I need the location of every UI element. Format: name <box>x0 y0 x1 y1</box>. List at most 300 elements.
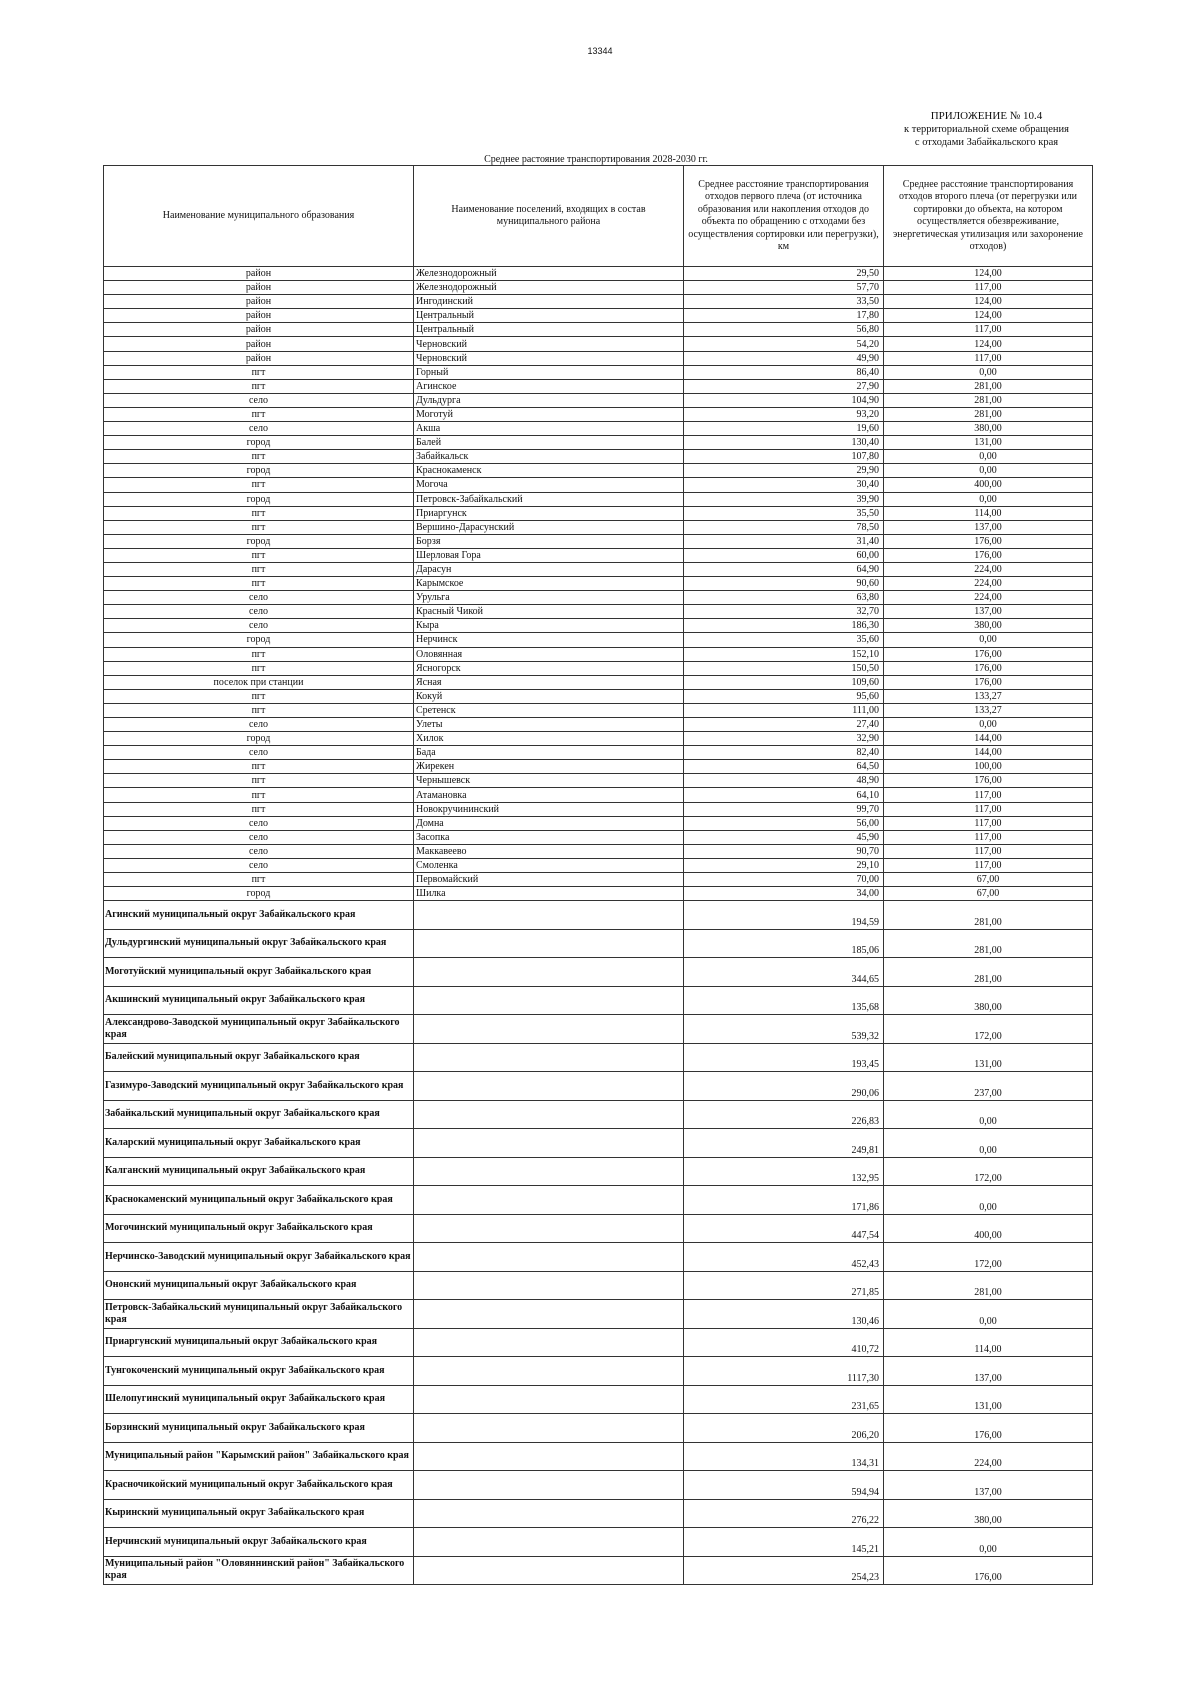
table-row <box>104 858 1093 872</box>
district-name: Краснокаменский муниципальный округ Забайкальского края <box>104 1186 414 1215</box>
settlement-empty <box>414 1129 684 1158</box>
second-leg-distance: 237,00 <box>884 1072 1093 1101</box>
settlement-type: село <box>104 718 414 732</box>
second-leg-distance: 224,00 <box>884 577 1093 591</box>
settlement-empty <box>414 1043 684 1072</box>
table-row <box>104 986 1093 1015</box>
settlement-type: пгт <box>104 577 414 591</box>
settlement-type: село <box>104 619 414 633</box>
table-row <box>104 492 1093 506</box>
table-row <box>104 464 1093 478</box>
settlement-type: город <box>104 464 414 478</box>
table-row <box>104 1328 1093 1357</box>
second-leg-distance: 172,00 <box>884 1243 1093 1272</box>
second-leg-distance: 100,00 <box>884 760 1093 774</box>
first-leg-distance: 29,50 <box>684 267 884 281</box>
first-leg-distance: 29,10 <box>684 858 884 872</box>
second-leg-distance: 281,00 <box>884 379 1093 393</box>
second-leg-distance: 224,00 <box>884 591 1093 605</box>
second-leg-distance: 176,00 <box>884 534 1093 548</box>
table-row <box>104 816 1093 830</box>
header-second-leg: Среднее расстояние транспортирования отходов второго плеча (от перегрузки или сортировки до объекта, на котором осуществляется обезвреживание, энергетическая утилизация или захоронение отходов) <box>884 166 1093 267</box>
settlement-type: район <box>104 281 414 295</box>
settlement-empty <box>414 1385 684 1414</box>
table-row <box>104 1129 1093 1158</box>
table-row <box>104 393 1093 407</box>
table-row <box>104 1157 1093 1186</box>
settlement-name: Новокручининский <box>414 802 684 816</box>
header-settlements: Наименование поселений, входящих в состав муниципального района <box>414 166 684 267</box>
first-leg-distance: 27,40 <box>684 718 884 732</box>
first-leg-distance: 29,90 <box>684 464 884 478</box>
second-leg-distance: 131,00 <box>884 436 1093 450</box>
settlement-name: Сретенск <box>414 703 684 717</box>
settlement-name: Первомайский <box>414 873 684 887</box>
settlement-name: Центральный <box>414 309 684 323</box>
settlement-empty <box>414 1015 684 1044</box>
district-name: Приаргунский муниципальный округ Забайкальского края <box>104 1328 414 1357</box>
first-leg-distance: 276,22 <box>684 1499 884 1528</box>
second-leg-distance: 133,27 <box>884 689 1093 703</box>
first-leg-distance: 539,32 <box>684 1015 884 1044</box>
table-row <box>104 844 1093 858</box>
district-name: Шелопугинский муниципальный округ Забайкальского края <box>104 1385 414 1414</box>
first-leg-distance: 186,30 <box>684 619 884 633</box>
second-leg-distance: 124,00 <box>884 309 1093 323</box>
second-leg-distance: 172,00 <box>884 1015 1093 1044</box>
table-row <box>104 901 1093 930</box>
settlement-empty <box>414 1528 684 1557</box>
settlement-name: Атамановка <box>414 788 684 802</box>
settlement-type: пгт <box>104 703 414 717</box>
table-caption: Среднее растояние транспортирования 2028-2030 гг. <box>484 154 708 165</box>
second-leg-distance: 124,00 <box>884 337 1093 351</box>
district-name: Борзинский муниципальный округ Забайкальского края <box>104 1414 414 1443</box>
second-leg-distance: 176,00 <box>884 1556 1093 1585</box>
first-leg-distance: 594,94 <box>684 1471 884 1500</box>
second-leg-distance: 176,00 <box>884 774 1093 788</box>
settlement-type: село <box>104 746 414 760</box>
first-leg-distance: 290,06 <box>684 1072 884 1101</box>
second-leg-distance: 0,00 <box>884 492 1093 506</box>
settlement-type: район <box>104 351 414 365</box>
settlement-name: Черновский <box>414 351 684 365</box>
settlement-name: Акша <box>414 422 684 436</box>
first-leg-distance: 64,90 <box>684 562 884 576</box>
table-row <box>104 732 1093 746</box>
settlement-empty <box>414 1414 684 1443</box>
second-leg-distance: 0,00 <box>884 365 1093 379</box>
first-leg-distance: 135,68 <box>684 986 884 1015</box>
first-leg-distance: 82,40 <box>684 746 884 760</box>
first-leg-distance: 39,90 <box>684 492 884 506</box>
settlement-type: пгт <box>104 506 414 520</box>
first-leg-distance: 34,00 <box>684 887 884 901</box>
first-leg-distance: 86,40 <box>684 365 884 379</box>
settlement-type: село <box>104 844 414 858</box>
settlement-empty <box>414 1271 684 1300</box>
table-row <box>104 703 1093 717</box>
second-leg-distance: 380,00 <box>884 1499 1093 1528</box>
table-row <box>104 365 1093 379</box>
first-leg-distance: 57,70 <box>684 281 884 295</box>
table-row <box>104 379 1093 393</box>
table-row <box>104 1442 1093 1471</box>
district-name: Дульдургинский муниципальный округ Забайкальского края <box>104 929 414 958</box>
second-leg-distance: 281,00 <box>884 929 1093 958</box>
settlement-type: село <box>104 393 414 407</box>
second-leg-distance: 176,00 <box>884 675 1093 689</box>
table-row <box>104 873 1093 887</box>
second-leg-distance: 0,00 <box>884 1528 1093 1557</box>
district-name: Нерчинский муниципальный округ Забайкальского края <box>104 1528 414 1557</box>
table-row <box>104 422 1093 436</box>
first-leg-distance: 249,81 <box>684 1129 884 1158</box>
first-leg-distance: 90,60 <box>684 577 884 591</box>
table-row <box>104 534 1093 548</box>
settlement-name: Ясная <box>414 675 684 689</box>
first-leg-distance: 1117,30 <box>684 1357 884 1386</box>
first-leg-distance: 134,31 <box>684 1442 884 1471</box>
first-leg-distance: 54,20 <box>684 337 884 351</box>
settlement-name: Забайкальск <box>414 450 684 464</box>
second-leg-distance: 137,00 <box>884 1357 1093 1386</box>
first-leg-distance: 64,50 <box>684 760 884 774</box>
settlement-name: Кокуй <box>414 689 684 703</box>
first-leg-distance: 93,20 <box>684 407 884 421</box>
second-leg-distance: 176,00 <box>884 548 1093 562</box>
first-leg-distance: 271,85 <box>684 1271 884 1300</box>
district-name: Каларский муниципальный округ Забайкальского края <box>104 1129 414 1158</box>
settlement-type: район <box>104 337 414 351</box>
settlement-name: Петровск-Забайкальский <box>414 492 684 506</box>
second-leg-distance: 117,00 <box>884 802 1093 816</box>
districts-body <box>104 901 1093 1585</box>
first-leg-distance: 63,80 <box>684 591 884 605</box>
first-leg-distance: 78,50 <box>684 520 884 534</box>
district-name: Нерчинско-Заводский муниципальный округ Забайкальского края <box>104 1243 414 1272</box>
appendix-title: ПРИЛОЖЕНИЕ № 10.4 <box>930 110 1043 122</box>
second-leg-distance: 131,00 <box>884 1043 1093 1072</box>
table-row <box>104 478 1093 492</box>
settlement-name: Засопка <box>414 830 684 844</box>
table-row <box>104 1499 1093 1528</box>
first-leg-distance: 33,50 <box>684 295 884 309</box>
settlement-name: Балей <box>414 436 684 450</box>
second-leg-distance: 0,00 <box>884 464 1093 478</box>
table-row <box>104 1043 1093 1072</box>
second-leg-distance: 380,00 <box>884 619 1093 633</box>
second-leg-distance: 400,00 <box>884 478 1093 492</box>
appendix-line-3: с отходами Забайкальского края <box>914 137 1059 148</box>
first-leg-distance: 150,50 <box>684 661 884 675</box>
settlement-type: село <box>104 422 414 436</box>
second-leg-distance: 281,00 <box>884 393 1093 407</box>
settlement-type: пгт <box>104 562 414 576</box>
settlement-type: пгт <box>104 873 414 887</box>
table-row <box>104 774 1093 788</box>
table-row <box>104 788 1093 802</box>
settlement-type: район <box>104 309 414 323</box>
settlement-type: пгт <box>104 450 414 464</box>
first-leg-distance: 171,86 <box>684 1186 884 1215</box>
settlement-type: пгт <box>104 689 414 703</box>
first-leg-distance: 70,00 <box>684 873 884 887</box>
table-row <box>104 1072 1093 1101</box>
settlement-type: поселок при станции <box>104 675 414 689</box>
first-leg-distance: 193,45 <box>684 1043 884 1072</box>
first-leg-distance: 32,70 <box>684 605 884 619</box>
table-row <box>104 1300 1093 1329</box>
settlement-name: Кыра <box>414 619 684 633</box>
settlement-name: Могоча <box>414 478 684 492</box>
settlement-name: Чернышевск <box>414 774 684 788</box>
first-leg-distance: 410,72 <box>684 1328 884 1357</box>
table-row <box>104 337 1093 351</box>
settlement-type: пгт <box>104 379 414 393</box>
settlement-name: Вершино-Дарасунский <box>414 520 684 534</box>
second-leg-distance: 117,00 <box>884 844 1093 858</box>
second-leg-distance: 380,00 <box>884 986 1093 1015</box>
second-leg-distance: 0,00 <box>884 1100 1093 1129</box>
settlement-type: город <box>104 887 414 901</box>
district-name: Калганский муниципальный округ Забайкальского края <box>104 1157 414 1186</box>
first-leg-distance: 56,80 <box>684 323 884 337</box>
first-leg-distance: 32,90 <box>684 732 884 746</box>
settlement-type: город <box>104 732 414 746</box>
first-leg-distance: 60,00 <box>684 548 884 562</box>
first-leg-distance: 452,43 <box>684 1243 884 1272</box>
second-leg-distance: 124,00 <box>884 267 1093 281</box>
settlement-name: Урульга <box>414 591 684 605</box>
second-leg-distance: 117,00 <box>884 816 1093 830</box>
settlement-name: Жирекен <box>414 760 684 774</box>
settlement-type: район <box>104 267 414 281</box>
settlement-name: Дульдурга <box>414 393 684 407</box>
settlement-empty <box>414 1072 684 1101</box>
settlement-empty <box>414 1243 684 1272</box>
district-name: Ононский муниципальный округ Забайкальского края <box>104 1271 414 1300</box>
settlement-empty <box>414 1100 684 1129</box>
settlement-type: село <box>104 830 414 844</box>
settlement-empty <box>414 1471 684 1500</box>
first-leg-distance: 226,83 <box>684 1100 884 1129</box>
table-row <box>104 1214 1093 1243</box>
first-leg-distance: 27,90 <box>684 379 884 393</box>
settlement-type: пгт <box>104 661 414 675</box>
table-row <box>104 407 1093 421</box>
table-row <box>104 718 1093 732</box>
settlement-name: Железнодорожный <box>414 267 684 281</box>
settlement-empty <box>414 1300 684 1329</box>
settlement-type: пгт <box>104 407 414 421</box>
settlement-name: Шилка <box>414 887 684 901</box>
district-name: Тунгокоченский муниципальный округ Забайкальского края <box>104 1357 414 1386</box>
second-leg-distance: 281,00 <box>884 1271 1093 1300</box>
table-row <box>104 802 1093 816</box>
first-leg-distance: 17,80 <box>684 309 884 323</box>
table-row <box>104 958 1093 987</box>
district-name: Муниципальный район "Карымский район" Забайкальского края <box>104 1442 414 1471</box>
table-row <box>104 577 1093 591</box>
second-leg-distance: 176,00 <box>884 1414 1093 1443</box>
settlement-name: Ингодинский <box>414 295 684 309</box>
settlement-type: пгт <box>104 760 414 774</box>
table-row <box>104 450 1093 464</box>
settlement-type: пгт <box>104 647 414 661</box>
district-name: Акшинский муниципальный округ Забайкальского края <box>104 986 414 1015</box>
first-leg-distance: 111,00 <box>684 703 884 717</box>
second-leg-distance: 281,00 <box>884 901 1093 930</box>
district-name: Александрово-Заводской муниципальный округ Забайкальского края <box>104 1015 414 1044</box>
first-leg-distance: 107,80 <box>684 450 884 464</box>
second-leg-distance: 133,27 <box>884 703 1093 717</box>
first-leg-distance: 45,90 <box>684 830 884 844</box>
first-leg-distance: 152,10 <box>684 647 884 661</box>
settlement-name: Маккавеево <box>414 844 684 858</box>
table-row <box>104 520 1093 534</box>
table-row <box>104 1186 1093 1215</box>
table-row <box>104 323 1093 337</box>
second-leg-distance: 224,00 <box>884 562 1093 576</box>
settlement-empty <box>414 1214 684 1243</box>
appendix-block <box>904 110 1069 149</box>
second-leg-distance: 0,00 <box>884 633 1093 647</box>
settlement-name: Краснокаменск <box>414 464 684 478</box>
second-leg-distance: 114,00 <box>884 506 1093 520</box>
second-leg-distance: 144,00 <box>884 732 1093 746</box>
settlement-name: Дарасун <box>414 562 684 576</box>
second-leg-distance: 380,00 <box>884 422 1093 436</box>
settlement-type: село <box>104 591 414 605</box>
second-leg-distance: 0,00 <box>884 450 1093 464</box>
settlement-type: пгт <box>104 802 414 816</box>
second-leg-distance: 117,00 <box>884 323 1093 337</box>
settlement-name: Нерчинск <box>414 633 684 647</box>
second-leg-distance: 137,00 <box>884 520 1093 534</box>
table-row <box>104 1385 1093 1414</box>
table-row <box>104 1243 1093 1272</box>
second-leg-distance: 176,00 <box>884 647 1093 661</box>
first-leg-distance: 35,50 <box>684 506 884 520</box>
settlement-type: район <box>104 323 414 337</box>
table-row <box>104 619 1093 633</box>
second-leg-distance: 117,00 <box>884 351 1093 365</box>
table-row <box>104 548 1093 562</box>
second-leg-distance: 0,00 <box>884 718 1093 732</box>
first-leg-distance: 145,21 <box>684 1528 884 1557</box>
second-leg-distance: 281,00 <box>884 958 1093 987</box>
district-name: Агинский муниципальный округ Забайкальского края <box>104 901 414 930</box>
settlement-type: город <box>104 534 414 548</box>
district-name: Балейский муниципальный округ Забайкальского края <box>104 1043 414 1072</box>
first-leg-distance: 31,40 <box>684 534 884 548</box>
table-row <box>104 1471 1093 1500</box>
table-header-row <box>104 166 1093 267</box>
header-municipality: Наименование муниципального образования <box>104 166 414 267</box>
table-row <box>104 675 1093 689</box>
district-name: Петровск-Забайкальский муниципальный округ Забайкальского края <box>104 1300 414 1329</box>
settlement-name: Карымское <box>414 577 684 591</box>
settlement-empty <box>414 1157 684 1186</box>
first-leg-distance: 447,54 <box>684 1214 884 1243</box>
first-leg-distance: 132,95 <box>684 1157 884 1186</box>
table-row <box>104 1015 1093 1044</box>
district-name: Могочинский муниципальный округ Забайкальского края <box>104 1214 414 1243</box>
second-leg-distance: 124,00 <box>884 295 1093 309</box>
settlement-type: пгт <box>104 774 414 788</box>
settlement-name: Центральный <box>414 323 684 337</box>
second-leg-distance: 0,00 <box>884 1186 1093 1215</box>
page-number: 13344 <box>587 46 613 56</box>
table-row <box>104 1528 1093 1557</box>
appendix-line-2: к территориальной схеме обращения <box>904 124 1069 135</box>
settlement-type: село <box>104 858 414 872</box>
second-leg-distance: 281,00 <box>884 407 1093 421</box>
second-leg-distance: 117,00 <box>884 788 1093 802</box>
settlement-empty <box>414 929 684 958</box>
settlement-name: Горный <box>414 365 684 379</box>
settlement-name: Красный Чикой <box>414 605 684 619</box>
first-leg-distance: 185,06 <box>684 929 884 958</box>
table-row <box>104 309 1093 323</box>
settlement-type: город <box>104 633 414 647</box>
settlement-name: Шерловая Гора <box>414 548 684 562</box>
first-leg-distance: 130,46 <box>684 1300 884 1329</box>
distance-table <box>103 165 1093 1585</box>
first-leg-distance: 48,90 <box>684 774 884 788</box>
table-row <box>104 605 1093 619</box>
second-leg-distance: 176,00 <box>884 661 1093 675</box>
settlement-type: село <box>104 605 414 619</box>
settlement-empty <box>414 901 684 930</box>
first-leg-distance: 130,40 <box>684 436 884 450</box>
settlement-name: Оловянная <box>414 647 684 661</box>
settlement-name: Моготуй <box>414 407 684 421</box>
table-row <box>104 1414 1093 1443</box>
settlement-type: пгт <box>104 478 414 492</box>
first-leg-distance: 104,90 <box>684 393 884 407</box>
first-leg-distance: 49,90 <box>684 351 884 365</box>
settlement-type: село <box>104 816 414 830</box>
settlement-name: Агинское <box>414 379 684 393</box>
table-row <box>104 929 1093 958</box>
table-row <box>104 1100 1093 1129</box>
second-leg-distance: 131,00 <box>884 1385 1093 1414</box>
first-leg-distance: 206,20 <box>684 1414 884 1443</box>
district-name: Муниципальный район "Оловяннинский район" Забайкальского края <box>104 1556 414 1585</box>
first-leg-distance: 90,70 <box>684 844 884 858</box>
first-leg-distance: 109,60 <box>684 675 884 689</box>
settlement-type: город <box>104 436 414 450</box>
table-row <box>104 295 1093 309</box>
settlement-name: Улеты <box>414 718 684 732</box>
table-row <box>104 830 1093 844</box>
second-leg-distance: 67,00 <box>884 887 1093 901</box>
second-leg-distance: 172,00 <box>884 1157 1093 1186</box>
table-row <box>104 661 1093 675</box>
settlement-name: Черновский <box>414 337 684 351</box>
settlement-name: Железнодорожный <box>414 281 684 295</box>
settlement-name: Домна <box>414 816 684 830</box>
second-leg-distance: 114,00 <box>884 1328 1093 1357</box>
table-row <box>104 760 1093 774</box>
settlement-name: Хилок <box>414 732 684 746</box>
settlement-empty <box>414 1357 684 1386</box>
table-row <box>104 436 1093 450</box>
first-leg-distance: 344,65 <box>684 958 884 987</box>
settlement-empty <box>414 1328 684 1357</box>
